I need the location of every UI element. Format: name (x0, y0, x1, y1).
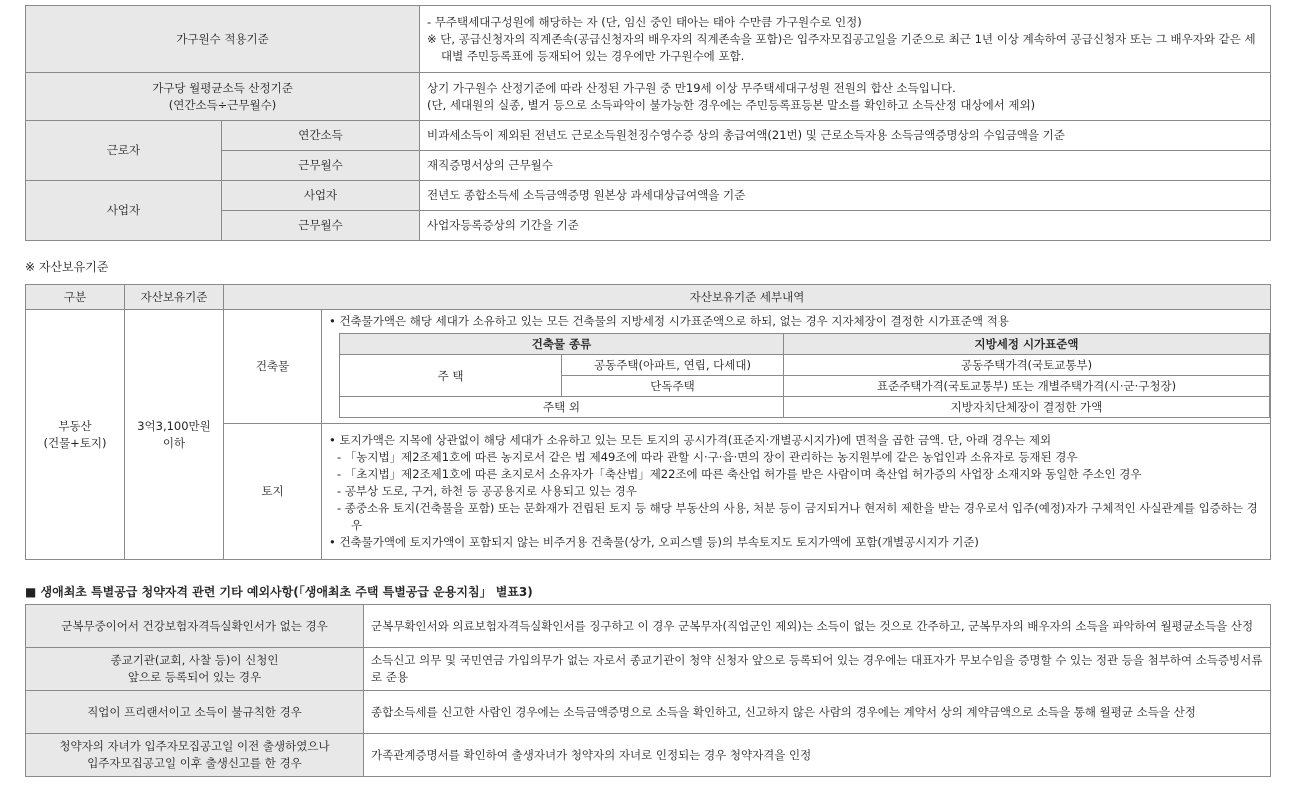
asset-limit-amount: 3억3,100만원 (137, 418, 211, 433)
exception-label-child-2: 입주자모집공고일 이후 출생신고를 한 경우 (87, 756, 302, 770)
worker-income-label: 연간소득 (222, 121, 420, 151)
building-note: • 건축물가액은 해당 세대가 소유하고 있는 모든 건축물의 지방세정 시가표준액으로 하되, 없는 경우 지자체장이 결정한 시가표준액 적용 (329, 314, 1009, 328)
asset-section-title: ※ 자산보유기준 (25, 260, 109, 274)
exceptions-section-title: ■ 생애최초 특별공급 청약자격 관련 기타 예외사항(「생애최초 주택 특별공급 운용지침」 별표3) (25, 585, 533, 599)
exception-label-freelancer-1: 직업이 프리랜서이고 소득이 불규칙한 경우 (87, 704, 302, 719)
land-line6: • 건축물가액에 토지가액이 포함되지 않는 비주거용 건축물(상가, 오피스텔 등)의 부속토지도 토지가액에 포함(개별공시지가 기준) (329, 535, 979, 549)
asset-limit-suffix: 이하 (162, 435, 186, 450)
land-detail (322, 424, 1271, 560)
exception-label-religious-1: 종교기관(교회, 사찰 등)이 신청인 (110, 653, 279, 667)
col-standard: 자산보유기준 (125, 285, 224, 310)
monthly-income-line2: (단, 세대원의 실종, 별거 등으로 소득파악이 불가능한 경우에는 주민등록표등본 말소를 확인하고 소득산정 대상에서 제외) (427, 97, 1036, 112)
household-size-label: 가구원수 적용기준 (26, 6, 420, 73)
land-line1: • 토지가액은 지목에 상관없이 해당 세대가 소유하고 있는 모든 토지의 공시가격(표준지·개별공시지가)에 면적을 곱한 금액. 단, 아래 경우는 제외 (329, 433, 1052, 447)
building-label: 건축물 (224, 310, 322, 424)
worker-label: 근로자 (26, 121, 222, 181)
real-estate-label (26, 310, 125, 560)
asset-criteria-table (25, 284, 1271, 560)
household-size-value (420, 6, 1271, 73)
income-criteria-table (25, 5, 1271, 241)
exception-label-religious (26, 648, 364, 691)
land-line2: - 「농지법」제2조제1호에 따른 농지로서 같은 법 제49조에 따라 관할 시·구·읍·면의 장이 관리하는 농지원부에 같은 농업인과 소유자로 등재된 경우 (337, 450, 1078, 464)
inner-apt-value: 공동주택가격(국토교통부) (784, 355, 1270, 376)
worker-income-value: 비과세소득이 제외된 전년도 근로소득원천징수영수증 상의 총급여액(21번) 및 근로소득자용 소득금액증명상의 수입금액을 기준 (420, 121, 1271, 151)
exception-label-military-1: 군복무중이어서 건강보험자격득실확인서가 없는 경우 (61, 618, 328, 633)
business-income-label: 사업자 (222, 181, 420, 211)
land-line5: - 종중소유 토지(건축물을 포함) 또는 문화재가 건립된 토지 등 해당 부동산의 사용, 처분 등이 금지되거나 현저히 제한을 받는 경우로서 입주(예정)자가 구체적인 사실관계를 입증하는 경우 (337, 501, 1258, 532)
exception-label-military (26, 605, 364, 648)
exception-value-religious: 소득신고 의무 및 국민연금 가입의무가 없는 자로서 종교기관이 청약 신청자 앞으로 등록되어 있는 경우에는 대표자가 무보수임을 증명할 수 있는 정관 등을 첨부하여 소득증빙서류로 준용 (364, 648, 1271, 691)
exception-value-child: 가족관계증명서를 확인하여 출생자녀가 청약자의 자녀로 인정되는 경우 청약자격을 인정 (364, 734, 1271, 777)
exception-label-religious-2: 앞으로 등록되어 있는 경우 (127, 670, 262, 684)
exception-label-child (26, 734, 364, 777)
exception-label-child-1: 청약자의 자녀가 입주자모집공고일 이전 출생하였으나 (59, 739, 330, 753)
worker-months-value: 재직증명서상의 근무월수 (420, 151, 1271, 181)
business-months-label: 근무월수 (222, 211, 420, 241)
inner-col-price: 지방세정 시가표준액 (784, 334, 1270, 355)
exception-value-freelancer: 종합소득세를 신고한 사람인 경우에는 소득금액증명으로 소득을 확인하고, 신고하지 않은 사람의 경우에는 계약서 상의 계약금액으로 소득을 통해 월평균 소득을 산정 (364, 691, 1271, 734)
business-income-value: 전년도 종합소득세 소득금액증명 원본상 과세대상급여액을 기준 (420, 181, 1271, 211)
land-line4: - 공부상 도로, 구거, 하천 등 공공용지로 사용되고 있는 경우 (337, 484, 637, 498)
monthly-income-label (26, 73, 420, 121)
inner-house: 주 택 (340, 355, 562, 397)
inner-single: 단독주택 (562, 376, 784, 397)
monthly-income-label-1: 가구당 월평균소득 산정기준 (152, 80, 293, 95)
household-size-line2: ※ 단, 공급신청자의 직계존속(공급신청자의 배우자의 직계존속을 포함)은 입주자모집공고일을 기준으로 최근 1년 이상 계속하여 공급신청자 또는 그 배우자와 같은 세대별 주민등록표에 등재되어 있는 경우에만 가구원수에 포함. (427, 31, 1256, 63)
exception-label-freelancer (26, 691, 364, 734)
monthly-income-line1: 상기 가구원수 산정기준에 따라 산정된 가구원 중 만19세 이상 무주택세대구성원 전원의 합산 소득입니다. (427, 80, 956, 95)
col-detail: 자산보유기준 세부내역 (224, 285, 1271, 310)
inner-single-value: 표준주택가격(국토교통부) 또는 개별주택가격(시·군·구청장) (784, 376, 1270, 397)
monthly-income-value (420, 73, 1271, 121)
exceptions-table (25, 604, 1271, 777)
col-category: 구분 (26, 285, 125, 310)
household-size-line1: - 무주택세대구성원에 해당하는 자 (단, 임신 중인 태아는 태아 수만큼 가구원수로 인정) (427, 14, 862, 29)
monthly-income-label-2: (연간소득÷근무월수) (168, 97, 277, 112)
inner-col-type: 건축물 종류 (340, 334, 784, 355)
business-label: 사업자 (26, 181, 222, 241)
worker-months-label: 근무월수 (222, 151, 420, 181)
land-label: 토지 (224, 424, 322, 560)
real-estate-label-2: (건물+토지) (43, 435, 107, 450)
inner-apt: 공동주택(아파트, 연립, 다세대) (562, 355, 784, 376)
building-detail (322, 310, 1271, 424)
asset-limit (125, 310, 224, 560)
inner-other-value: 지방자치단체장이 결정한 가액 (784, 397, 1270, 418)
building-price-table (339, 333, 1270, 418)
real-estate-label-1: 부동산 (58, 418, 92, 433)
exception-value-military: 군복무확인서와 의료보험자격득실확인서를 징구하고 이 경우 군복무자(직업군인 제외)는 소득이 없는 것으로 간주하고, 군복무자의 배우자의 소득을 파악하여 월평균소득을 산정 (364, 605, 1271, 648)
inner-other: 주택 외 (340, 397, 784, 418)
land-line3: - 「초지법」제2조제1호에 따른 초지로서 소유자가「축산법」제22조에 따른 축산업 허가를 받은 사람이며 축산업 허가증의 사업장 소재지와 동일한 주소인 경우 (337, 467, 1142, 481)
business-months-value: 사업자등록증상의 기간을 기준 (420, 211, 1271, 241)
